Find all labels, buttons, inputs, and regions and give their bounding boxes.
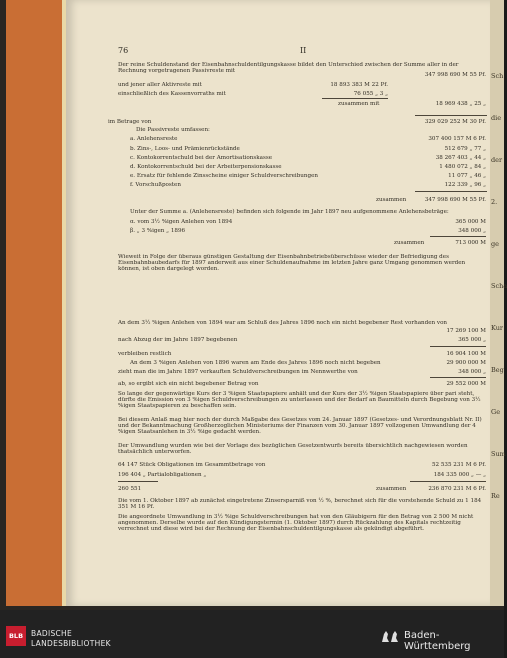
blb-name-line2: LANDESBIBLIOTHEK	[31, 639, 111, 648]
blb-name-line1: BADISCHE	[31, 629, 73, 638]
edge-fragment: 2.	[491, 198, 498, 206]
edge-fragment: Re	[491, 492, 500, 500]
text-line: An dem 3 %igen Anlehen von 1896 waren am Ende des Jahres 1896 noch nicht begeben	[130, 360, 381, 366]
text-line: c. Kontokorrentschuld bei der Amortisationskasse	[130, 155, 273, 161]
amount: 365 000 M	[455, 219, 486, 225]
amount: 348 000 „	[458, 228, 486, 234]
text-line: Die vom 1. Oktober 1897 ab zunächst eingetretene Zinsersparniß von ½ %, berechnet sich für die vorstehende Schuld zu 1 184 351 M 16 Pf.	[118, 498, 482, 510]
text-line: einschließlich des Kassenvorraths mit	[118, 91, 226, 97]
text-line: So lange der gegenwärtige Kurs der 3 %igen Staatspapiere anhält und der Kurs der 3½ %igen Staatspapiere über pari steht, dürfte die Emission von 3 %igen Schuldverschreibungen zu unterlassen und der Bedarf an Baumitteln durch Begebung von 3½ %igen Staatspapieren zu beschaffen sein.	[118, 391, 481, 409]
amount: 329 029 252 M 30 Pf.	[424, 119, 486, 125]
edge-fragment: Beg	[491, 366, 504, 374]
text-line: Die angeordnete Umwandlung in 3½ %ige Schuldverschreibungen hat von den Gläubigern für den Betrag von 2 500 M nicht angenommen. Derselbe wurde auf den Kündigungstermin (1. Oktober 1897) durch Rückzahlung des Kapitals rechtzeitig verrechnet und diese wird bei der Rechnung der Eisenbahnschuldentilgungskasse als gekündigt abgeführt.	[118, 514, 474, 532]
text-line: Bei diesem Anlaß mag hier noch der durch Maßgabe des Gesetzes vom 24. Januar 1897 (Gesetzes- und Verordnungsblatt Nr. II) und der Bekanntmachung Großherzoglichen Ministeriums der Finanzen vom 30. Januar 1897 vollzogenen Umwandlung der 4 %igen Staatsanlehen in 3½ %ige gedacht werden.	[118, 417, 482, 435]
text-line: α. vom 3½ %igen Anlehen von 1894	[130, 219, 233, 225]
amount: 236 870 231 M 6 Pf.	[428, 486, 486, 492]
text-line: Der Umwandlung wurden wie bei der Vorlage des bezüglichen Gesetzentwurfs bereits übersichtlich nachgewiesen worden thatsächlich unterworfen.	[118, 443, 468, 455]
edge-fragment: der	[491, 156, 503, 164]
sum-rule	[322, 98, 388, 99]
amount: 76 055 „ 3 „	[353, 91, 388, 97]
amount: 348 000 „	[458, 369, 486, 375]
blb-logo[interactable]: BLB	[6, 626, 26, 646]
bw-label[interactable]: Baden-Württemberg	[404, 630, 471, 652]
text-line: d. Kontokorrentschuld bei der Arbeiterpensionskasse	[130, 164, 282, 170]
edge-fragment: Kur	[491, 324, 504, 332]
text-line: zusammen	[394, 240, 425, 246]
text-line: Die Passivreste umfassen:	[136, 127, 210, 133]
text-line: ab, so ergibt sich ein nicht begebener Betrag von	[118, 381, 259, 387]
amount: 18 969 438 „ 25 „	[435, 101, 486, 107]
amount: 11 077 „ 46 „	[448, 173, 486, 179]
text-line: und jener aller Aktivreste mit	[118, 82, 202, 88]
text-line: 260 551	[118, 486, 142, 492]
sum-rule	[430, 236, 486, 237]
text-line: zieht man die im Jahre 1897 verkauften Schuldverschreibungen im Nennwerthe von	[118, 369, 358, 375]
sum-rule	[430, 346, 486, 347]
amount: 713 000 M	[455, 240, 486, 246]
text-line: a. Anlehensreste	[130, 136, 178, 142]
edge-fragment: Sch	[491, 72, 504, 80]
edge-fragment: ge	[491, 240, 500, 248]
sum-rule	[415, 115, 487, 116]
amount: 17 269 100 M	[446, 328, 486, 334]
amount: 122 339 „ 96 „	[444, 182, 486, 188]
amount: 18 893 383 M 22 Pf.	[330, 82, 388, 88]
text-line: 196 404 „ Partialobligationen „	[118, 472, 207, 478]
amount: 347 998 690 M 55 Pf.	[424, 197, 486, 203]
text-line: im Betrage von	[108, 119, 152, 125]
amount: 52 535 231 M 6 Pf.	[431, 462, 486, 468]
amount: 1 480 072 „ 84 „	[439, 164, 486, 170]
amount: 38 267 403 „ 44 „	[435, 155, 486, 161]
text-line: b. Zins-, Loos- und Prämienrückstände	[130, 146, 240, 152]
text-line: β. „ 3 %igen „ 1896	[130, 228, 186, 234]
text-line: zusammen	[376, 197, 407, 203]
edge-fragment: Ge	[491, 408, 501, 416]
text-line: 64 147 Stück Obligationen im Gesammtbetrage von	[118, 462, 266, 468]
amount: 29 900 000 M	[446, 360, 486, 366]
next-page-edge	[490, 0, 507, 606]
edge-fragment: Sum	[491, 450, 506, 458]
edge-fragment: Scha	[491, 282, 507, 290]
sum-rule	[430, 377, 486, 378]
book-cover-edge	[6, 0, 64, 606]
amount: 347 998 690 M 55 Pf.	[424, 72, 486, 78]
amount: 16 904 100 M	[446, 351, 486, 357]
text-line: zusammen	[376, 486, 407, 492]
text-line: An dem 3½ %igen Anlehen von 1894 war am Schluß des Jahres 1896 noch ein nicht begebener Rest vorhanden von	[118, 320, 448, 326]
text-line: Unter der Summe a. (Anlehensreste) befinden sich folgende im Jahr 1897 neu aufgenommene Anlehensbeträge:	[130, 209, 449, 215]
amount: 184 335 000 „ — „	[433, 472, 486, 478]
text-line: verbleiben restlich	[118, 351, 172, 357]
text-line: f. Vorschußposten	[130, 182, 181, 188]
text-line: Wieweit in Folge der überaus günstigen Gestaltung der Eisenbahnbetriebsüberschüsse wieder der Befriedigung des Eisenbahnbaubedarfs für 1897 anderweit aus einer Schuldenaufnahme im letzten Jahre ganz Umgang genommen werden können, ist oben dargelegt worden.	[118, 254, 466, 272]
amount: 365 000 „	[458, 337, 486, 343]
amount: 29 552 000 M	[446, 381, 486, 387]
sum-rule	[410, 481, 486, 482]
sum-rule	[415, 191, 487, 192]
edge-fragment: die	[491, 114, 502, 122]
page-header: II	[300, 46, 307, 55]
sum-rule	[118, 481, 158, 482]
page-number: 76	[118, 46, 129, 55]
text-line: nach Abzug der im Jahre 1897 begebenen	[118, 337, 238, 343]
amount: 307 400 157 M 6 Pf.	[428, 136, 486, 142]
baden-wuerttemberg-lions-icon	[380, 628, 400, 644]
amount: 512 679 „ 77 „	[444, 146, 486, 152]
text-line: zusammen mit	[338, 101, 380, 107]
text-line: e. Ersatz für fehlende Zinsscheine einiger Schuldverschreibungen	[130, 173, 319, 179]
text-line: Der reine Schuldenstand der Eisenbahnschuldentilgungskasse bildet den Unterschied zwischen der Summe aller in der Rechnung vorgetragenen Passivreste mit	[118, 62, 459, 74]
